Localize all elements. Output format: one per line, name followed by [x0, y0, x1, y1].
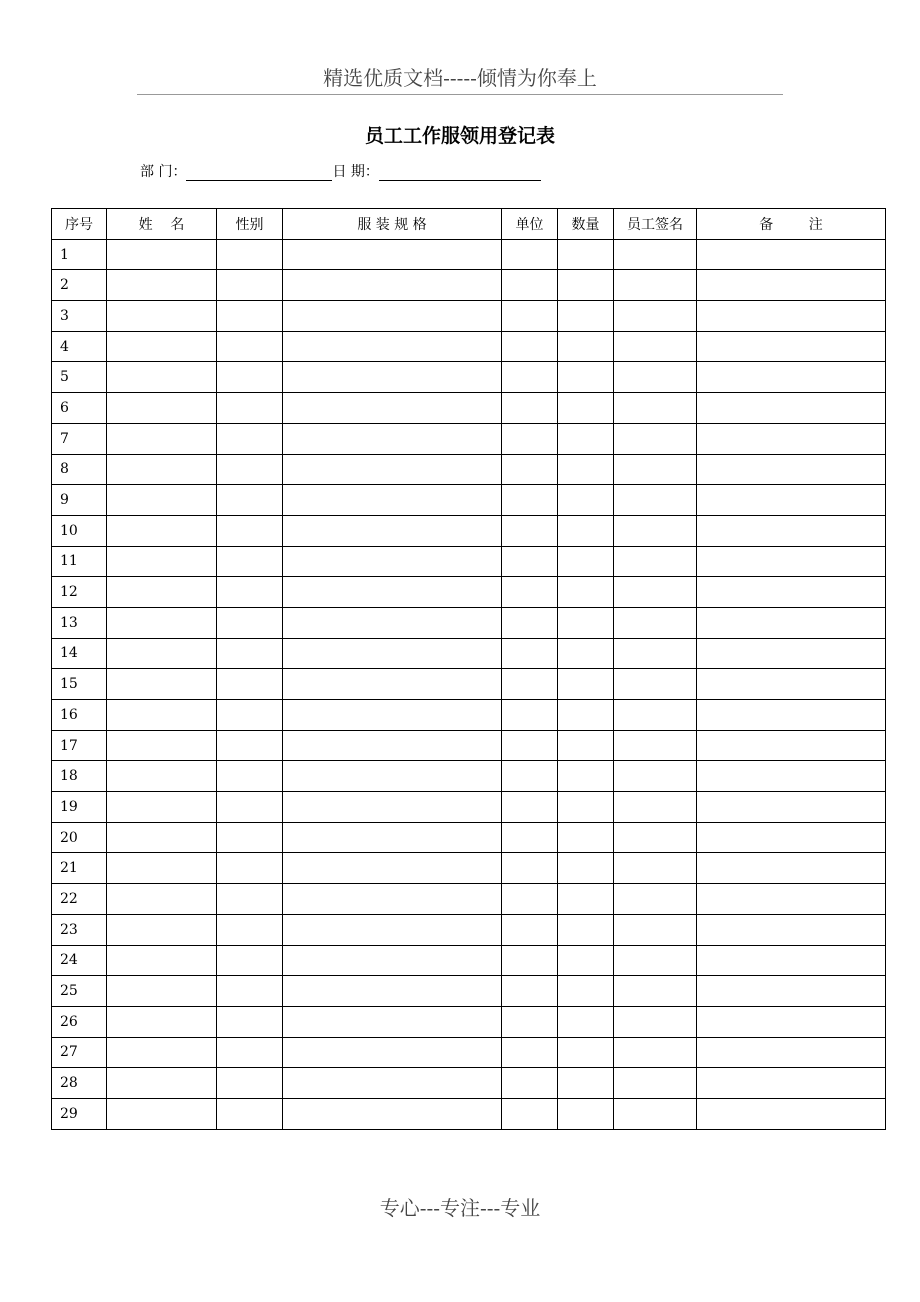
seq-cell: 22 [52, 884, 107, 915]
quantity-cell[interactable] [558, 423, 614, 454]
quantity-cell[interactable] [558, 270, 614, 301]
signature-cell[interactable] [614, 1068, 697, 1099]
remarks-cell[interactable] [697, 331, 886, 362]
unit-cell[interactable] [502, 976, 558, 1007]
table-row [52, 607, 886, 638]
unit-cell[interactable] [502, 884, 558, 915]
unit-cell[interactable] [502, 1037, 558, 1068]
seq-cell: 14 [52, 638, 107, 669]
remarks-cell[interactable] [697, 515, 886, 546]
unit-cell[interactable] [502, 393, 558, 424]
gender-cell[interactable] [217, 1006, 283, 1037]
table-row [52, 485, 886, 516]
gender-cell[interactable] [217, 423, 283, 454]
quantity-cell[interactable] [558, 454, 614, 485]
gender-cell[interactable] [217, 607, 283, 638]
name-cell[interactable] [107, 577, 217, 608]
seq-cell: 15 [52, 669, 107, 700]
seq-cell: 24 [52, 945, 107, 976]
table-row [52, 1068, 886, 1099]
seq-cell: 7 [52, 423, 107, 454]
unit-cell[interactable] [502, 546, 558, 577]
seq-cell: 16 [52, 700, 107, 731]
remarks-cell[interactable] [697, 1037, 886, 1068]
seq-cell: 27 [52, 1037, 107, 1068]
name-cell[interactable] [107, 669, 217, 700]
signature-cell[interactable] [614, 301, 697, 332]
quantity-cell[interactable] [558, 976, 614, 1007]
signature-cell[interactable] [614, 239, 697, 270]
col-header-remarks: 备 注 [697, 209, 886, 240]
date-field[interactable] [379, 164, 541, 181]
remarks-cell[interactable] [697, 730, 886, 761]
table-row [52, 638, 886, 669]
quantity-cell[interactable] [558, 761, 614, 792]
unit-cell[interactable] [502, 822, 558, 853]
unit-cell[interactable] [502, 607, 558, 638]
table-row [52, 1006, 886, 1037]
remarks-cell[interactable] [697, 423, 886, 454]
signature-cell[interactable] [614, 669, 697, 700]
quantity-cell[interactable] [558, 822, 614, 853]
gender-cell[interactable] [217, 761, 283, 792]
seq-cell: 9 [52, 485, 107, 516]
seq-cell: 20 [52, 822, 107, 853]
remarks-cell[interactable] [697, 1068, 886, 1099]
remarks-cell[interactable] [697, 270, 886, 301]
signature-cell[interactable] [614, 1037, 697, 1068]
signature-cell[interactable] [614, 362, 697, 393]
spec-cell[interactable] [283, 270, 502, 301]
register-table [51, 208, 886, 1130]
seq-cell: 8 [52, 454, 107, 485]
spec-cell[interactable] [283, 301, 502, 332]
register-body [52, 239, 886, 1129]
unit-cell[interactable] [502, 239, 558, 270]
table-row [52, 1037, 886, 1068]
seq-cell: 21 [52, 853, 107, 884]
name-cell[interactable] [107, 1098, 217, 1129]
table-row [52, 669, 886, 700]
gender-cell[interactable] [217, 239, 283, 270]
gender-cell[interactable] [217, 638, 283, 669]
unit-cell[interactable] [502, 331, 558, 362]
remarks-cell[interactable] [697, 822, 886, 853]
signature-cell[interactable] [614, 485, 697, 516]
quantity-cell[interactable] [558, 1098, 614, 1129]
department-field[interactable] [186, 164, 332, 181]
gender-cell[interactable] [217, 577, 283, 608]
seq-cell: 5 [52, 362, 107, 393]
table-row [52, 515, 886, 546]
unit-cell[interactable] [502, 669, 558, 700]
name-cell[interactable] [107, 546, 217, 577]
seq-cell: 12 [52, 577, 107, 608]
gender-cell[interactable] [217, 669, 283, 700]
col-header-unit: 单位 [502, 209, 558, 240]
gender-cell[interactable] [217, 884, 283, 915]
signature-cell[interactable] [614, 577, 697, 608]
spec-cell[interactable] [283, 1037, 502, 1068]
unit-cell[interactable] [502, 515, 558, 546]
unit-cell[interactable] [502, 423, 558, 454]
remarks-cell[interactable] [697, 669, 886, 700]
quantity-cell[interactable] [558, 792, 614, 823]
signature-cell[interactable] [614, 976, 697, 1007]
unit-cell[interactable] [502, 853, 558, 884]
spec-cell[interactable] [283, 577, 502, 608]
seq-cell: 28 [52, 1068, 107, 1099]
gender-cell[interactable] [217, 393, 283, 424]
table-row [52, 976, 886, 1007]
gender-cell[interactable] [217, 546, 283, 577]
remarks-cell[interactable] [697, 700, 886, 731]
table-row [52, 577, 886, 608]
unit-cell[interactable] [502, 362, 558, 393]
seq-cell: 6 [52, 393, 107, 424]
spec-cell[interactable] [283, 515, 502, 546]
signature-cell[interactable] [614, 792, 697, 823]
signature-cell[interactable] [614, 638, 697, 669]
quantity-cell[interactable] [558, 301, 614, 332]
spec-cell[interactable] [283, 945, 502, 976]
spec-cell[interactable] [283, 792, 502, 823]
table-row [52, 362, 886, 393]
name-cell[interactable] [107, 1006, 217, 1037]
signature-cell[interactable] [614, 1098, 697, 1129]
remarks-cell[interactable] [697, 945, 886, 976]
date-label: 日 期： [332, 164, 379, 180]
unit-cell[interactable] [502, 485, 558, 516]
table-header-row [52, 209, 886, 240]
remarks-cell[interactable] [697, 485, 886, 516]
gender-cell[interactable] [217, 730, 283, 761]
signature-cell[interactable] [614, 822, 697, 853]
col-header-gender: 性别 [217, 209, 283, 240]
seq-cell: 4 [52, 331, 107, 362]
remarks-cell[interactable] [697, 792, 886, 823]
spec-cell[interactable] [283, 1068, 502, 1099]
signature-cell[interactable] [614, 761, 697, 792]
quantity-cell[interactable] [558, 669, 614, 700]
remarks-cell[interactable] [697, 1098, 886, 1129]
table-row [52, 884, 886, 915]
quantity-cell[interactable] [558, 1006, 614, 1037]
name-cell[interactable] [107, 730, 217, 761]
spec-cell[interactable] [283, 239, 502, 270]
seq-cell: 11 [52, 546, 107, 577]
seq-cell: 25 [52, 976, 107, 1007]
name-cell[interactable] [107, 761, 217, 792]
gender-cell[interactable] [217, 515, 283, 546]
unit-cell[interactable] [502, 945, 558, 976]
page-header: 精选优质文档-----倾情为你奉上 [323, 66, 597, 90]
gender-cell[interactable] [217, 331, 283, 362]
name-cell[interactable] [107, 700, 217, 731]
spec-cell[interactable] [283, 884, 502, 915]
remarks-cell[interactable] [697, 301, 886, 332]
spec-cell[interactable] [283, 423, 502, 454]
spec-cell[interactable] [283, 700, 502, 731]
name-cell[interactable] [107, 853, 217, 884]
remarks-cell[interactable] [697, 546, 886, 577]
quantity-cell[interactable] [558, 884, 614, 915]
gender-cell[interactable] [217, 362, 283, 393]
table-row [52, 822, 886, 853]
unit-cell[interactable] [502, 792, 558, 823]
spec-cell[interactable] [283, 761, 502, 792]
seq-cell: 29 [52, 1098, 107, 1129]
gender-cell[interactable] [217, 822, 283, 853]
quantity-cell[interactable] [558, 515, 614, 546]
remarks-cell[interactable] [697, 393, 886, 424]
remarks-cell[interactable] [697, 454, 886, 485]
table-row [52, 761, 886, 792]
name-cell[interactable] [107, 423, 217, 454]
department-label: 部 门： [140, 164, 187, 180]
form-meta [140, 163, 541, 181]
quantity-cell[interactable] [558, 362, 614, 393]
table-row [52, 792, 886, 823]
spec-cell[interactable] [283, 546, 502, 577]
remarks-cell[interactable] [697, 362, 886, 393]
signature-cell[interactable] [614, 454, 697, 485]
name-cell[interactable] [107, 239, 217, 270]
signature-cell[interactable] [614, 515, 697, 546]
remarks-cell[interactable] [697, 761, 886, 792]
remarks-cell[interactable] [697, 853, 886, 884]
name-cell[interactable] [107, 270, 217, 301]
remarks-cell[interactable] [697, 976, 886, 1007]
quantity-cell[interactable] [558, 239, 614, 270]
col-header-quantity: 数量 [558, 209, 614, 240]
signature-cell[interactable] [614, 331, 697, 362]
gender-cell[interactable] [217, 945, 283, 976]
signature-cell[interactable] [614, 1006, 697, 1037]
spec-cell[interactable] [283, 607, 502, 638]
seq-cell: 10 [52, 515, 107, 546]
table-row [52, 423, 886, 454]
remarks-cell[interactable] [697, 577, 886, 608]
spec-cell[interactable] [283, 485, 502, 516]
quantity-cell[interactable] [558, 577, 614, 608]
spec-cell[interactable] [283, 638, 502, 669]
name-cell[interactable] [107, 822, 217, 853]
table-row [52, 945, 886, 976]
signature-cell[interactable] [614, 914, 697, 945]
quantity-cell[interactable] [558, 914, 614, 945]
name-cell[interactable] [107, 1068, 217, 1099]
unit-cell[interactable] [502, 730, 558, 761]
gender-cell[interactable] [217, 454, 283, 485]
quantity-cell[interactable] [558, 485, 614, 516]
name-cell[interactable] [107, 638, 217, 669]
unit-cell[interactable] [502, 454, 558, 485]
name-cell[interactable] [107, 454, 217, 485]
spec-cell[interactable] [283, 1098, 502, 1129]
table-row [52, 914, 886, 945]
name-cell[interactable] [107, 301, 217, 332]
spec-cell[interactable] [283, 853, 502, 884]
spec-cell[interactable] [283, 730, 502, 761]
name-cell[interactable] [107, 1037, 217, 1068]
signature-cell[interactable] [614, 393, 697, 424]
document-title: 员工工作服领用登记表 [364, 125, 555, 147]
spec-cell[interactable] [283, 362, 502, 393]
table-row [52, 700, 886, 731]
quantity-cell[interactable] [558, 1068, 614, 1099]
signature-cell[interactable] [614, 945, 697, 976]
gender-cell[interactable] [217, 853, 283, 884]
name-cell[interactable] [107, 792, 217, 823]
seq-cell: 13 [52, 607, 107, 638]
unit-cell[interactable] [502, 1098, 558, 1129]
table-row [52, 393, 886, 424]
unit-cell[interactable] [502, 301, 558, 332]
spec-cell[interactable] [283, 976, 502, 1007]
quantity-cell[interactable] [558, 945, 614, 976]
signature-cell[interactable] [614, 884, 697, 915]
remarks-cell[interactable] [697, 884, 886, 915]
name-cell[interactable] [107, 945, 217, 976]
name-cell[interactable] [107, 914, 217, 945]
spec-cell[interactable] [283, 669, 502, 700]
signature-cell[interactable] [614, 270, 697, 301]
seq-cell: 2 [52, 270, 107, 301]
gender-cell[interactable] [217, 1068, 283, 1099]
unit-cell[interactable] [502, 638, 558, 669]
name-cell[interactable] [107, 362, 217, 393]
quantity-cell[interactable] [558, 546, 614, 577]
page-footer: 专心---专注---专业 [379, 1196, 541, 1220]
name-cell[interactable] [107, 393, 217, 424]
name-cell[interactable] [107, 515, 217, 546]
col-header-signature: 员工签名 [614, 209, 697, 240]
seq-cell: 18 [52, 761, 107, 792]
header-divider [137, 94, 783, 95]
signature-cell[interactable] [614, 853, 697, 884]
remarks-cell[interactable] [697, 1006, 886, 1037]
unit-cell[interactable] [502, 761, 558, 792]
signature-cell[interactable] [614, 423, 697, 454]
gender-cell[interactable] [217, 914, 283, 945]
unit-cell[interactable] [502, 1068, 558, 1099]
table-row [52, 239, 886, 270]
spec-cell[interactable] [283, 1006, 502, 1037]
signature-cell[interactable] [614, 730, 697, 761]
col-header-seq: 序号 [52, 209, 107, 240]
gender-cell[interactable] [217, 792, 283, 823]
table-row [52, 546, 886, 577]
gender-cell[interactable] [217, 1098, 283, 1129]
seq-cell: 1 [52, 239, 107, 270]
seq-cell: 3 [52, 301, 107, 332]
seq-cell: 19 [52, 792, 107, 823]
name-cell[interactable] [107, 976, 217, 1007]
unit-cell[interactable] [502, 700, 558, 731]
name-cell[interactable] [107, 884, 217, 915]
gender-cell[interactable] [217, 700, 283, 731]
quantity-cell[interactable] [558, 638, 614, 669]
unit-cell[interactable] [502, 914, 558, 945]
quantity-cell[interactable] [558, 700, 614, 731]
gender-cell[interactable] [217, 1037, 283, 1068]
remarks-cell[interactable] [697, 239, 886, 270]
unit-cell[interactable] [502, 577, 558, 608]
table-row [52, 853, 886, 884]
name-cell[interactable] [107, 485, 217, 516]
table-row [52, 730, 886, 761]
remarks-cell[interactable] [697, 607, 886, 638]
quantity-cell[interactable] [558, 393, 614, 424]
unit-cell[interactable] [502, 270, 558, 301]
table-row [52, 331, 886, 362]
spec-cell[interactable] [283, 331, 502, 362]
table-row [52, 454, 886, 485]
table-row [52, 270, 886, 301]
quantity-cell[interactable] [558, 607, 614, 638]
spec-cell[interactable] [283, 393, 502, 424]
quantity-cell[interactable] [558, 1037, 614, 1068]
gender-cell[interactable] [217, 301, 283, 332]
spec-cell[interactable] [283, 914, 502, 945]
signature-cell[interactable] [614, 607, 697, 638]
seq-cell: 23 [52, 914, 107, 945]
table-row [52, 301, 886, 332]
seq-cell: 26 [52, 1006, 107, 1037]
table-row [52, 1098, 886, 1129]
quantity-cell[interactable] [558, 331, 614, 362]
name-cell[interactable] [107, 331, 217, 362]
signature-cell[interactable] [614, 546, 697, 577]
quantity-cell[interactable] [558, 730, 614, 761]
seq-cell: 17 [52, 730, 107, 761]
remarks-cell[interactable] [697, 638, 886, 669]
gender-cell[interactable] [217, 270, 283, 301]
gender-cell[interactable] [217, 485, 283, 516]
remarks-cell[interactable] [697, 914, 886, 945]
spec-cell[interactable] [283, 454, 502, 485]
quantity-cell[interactable] [558, 853, 614, 884]
unit-cell[interactable] [502, 1006, 558, 1037]
name-cell[interactable] [107, 607, 217, 638]
col-header-name: 姓 名 [107, 209, 217, 240]
signature-cell[interactable] [614, 700, 697, 731]
spec-cell[interactable] [283, 822, 502, 853]
gender-cell[interactable] [217, 976, 283, 1007]
col-header-spec: 服 装 规 格 [283, 209, 502, 240]
